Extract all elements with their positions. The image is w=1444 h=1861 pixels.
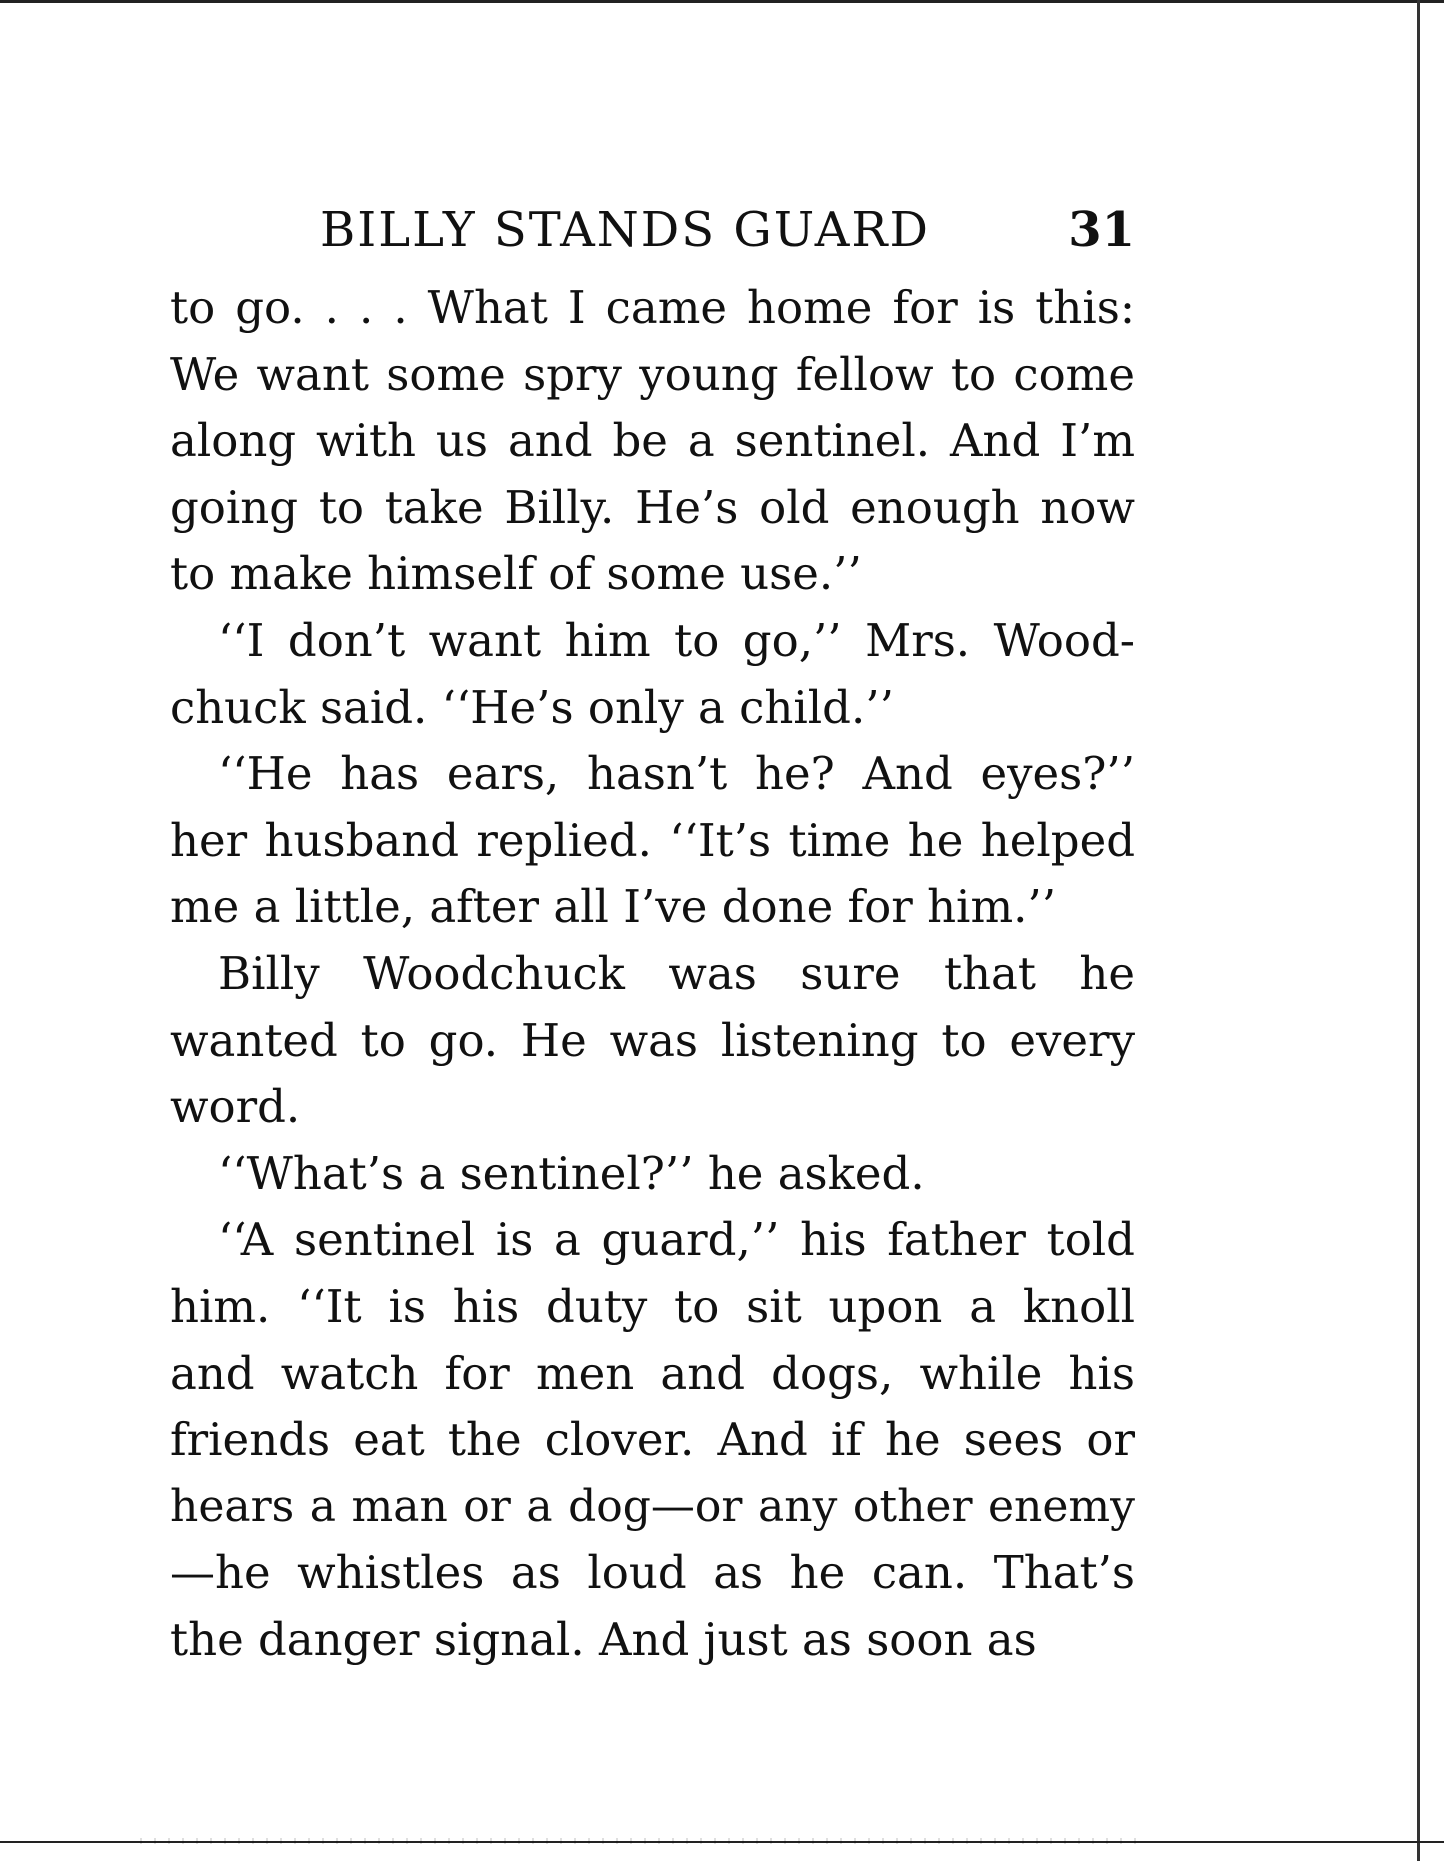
paragraph: [170, 741, 1135, 941]
paragraph: [170, 1141, 1135, 1208]
text-line: Billy Woodchuck was sure that he: [218, 946, 1135, 1000]
paragraph: [170, 608, 1135, 741]
paragraph: [170, 1207, 1135, 1673]
paragraph: [170, 275, 1135, 608]
text-line: along with us and be a sentinel. And I’m: [170, 414, 1135, 468]
scan-edge-top: [0, 0, 1444, 3]
scan-edge-right: [1417, 0, 1420, 1861]
running-head: [170, 195, 1135, 265]
text-line: ‘‘A sentinel is a guard,’’ his father told: [218, 1213, 1135, 1267]
text-line: her husband replied. ‘‘It’s time he helped: [170, 813, 1135, 867]
text-line: me a little, after all I’ve done for him.’’: [170, 880, 1057, 934]
body-text: [170, 275, 1135, 1673]
page-number: 31: [1068, 202, 1135, 258]
text-line: hears a man or a dog—or any other enemy: [170, 1480, 1135, 1532]
text-line: the danger signal. And just as soon as: [170, 1612, 1037, 1666]
paragraph: [170, 941, 1135, 1141]
text-line: going to take Billy. He’s old enough now: [170, 480, 1135, 534]
text-line: friends eat the clover. And if he sees or: [170, 1413, 1135, 1467]
text-line: to make himself of some use.’’: [170, 547, 862, 601]
text-line: to go. . . . What I came home for is this:: [170, 281, 1135, 334]
text-line: and watch for men and dogs, while his: [170, 1346, 1135, 1400]
text-line: ‘‘What’s a sentinel?’’ he asked.: [218, 1146, 925, 1200]
text-line: him. ‘‘It is his duty to sit upon a knoll: [170, 1279, 1135, 1333]
text-line: ‘‘I don’t want him to go,’’ Mrs. Wood-: [218, 613, 1135, 667]
running-title: BILLY STANDS GUARD: [320, 202, 931, 258]
text-line: We want some spry young fellow to come: [170, 347, 1135, 401]
text-line: word.: [170, 1080, 301, 1134]
scan-noise: [140, 1838, 1140, 1844]
book-page: [170, 195, 1135, 1673]
text-line: chuck said. ‘‘He’s only a child.’’: [170, 680, 894, 734]
text-line: ‘‘He has ears, hasn’t he? And eyes?’’: [218, 747, 1135, 801]
text-line: wanted to go. He was listening to every: [170, 1013, 1135, 1067]
text-line: —he whistles as loud as he can. That’s: [170, 1546, 1135, 1600]
